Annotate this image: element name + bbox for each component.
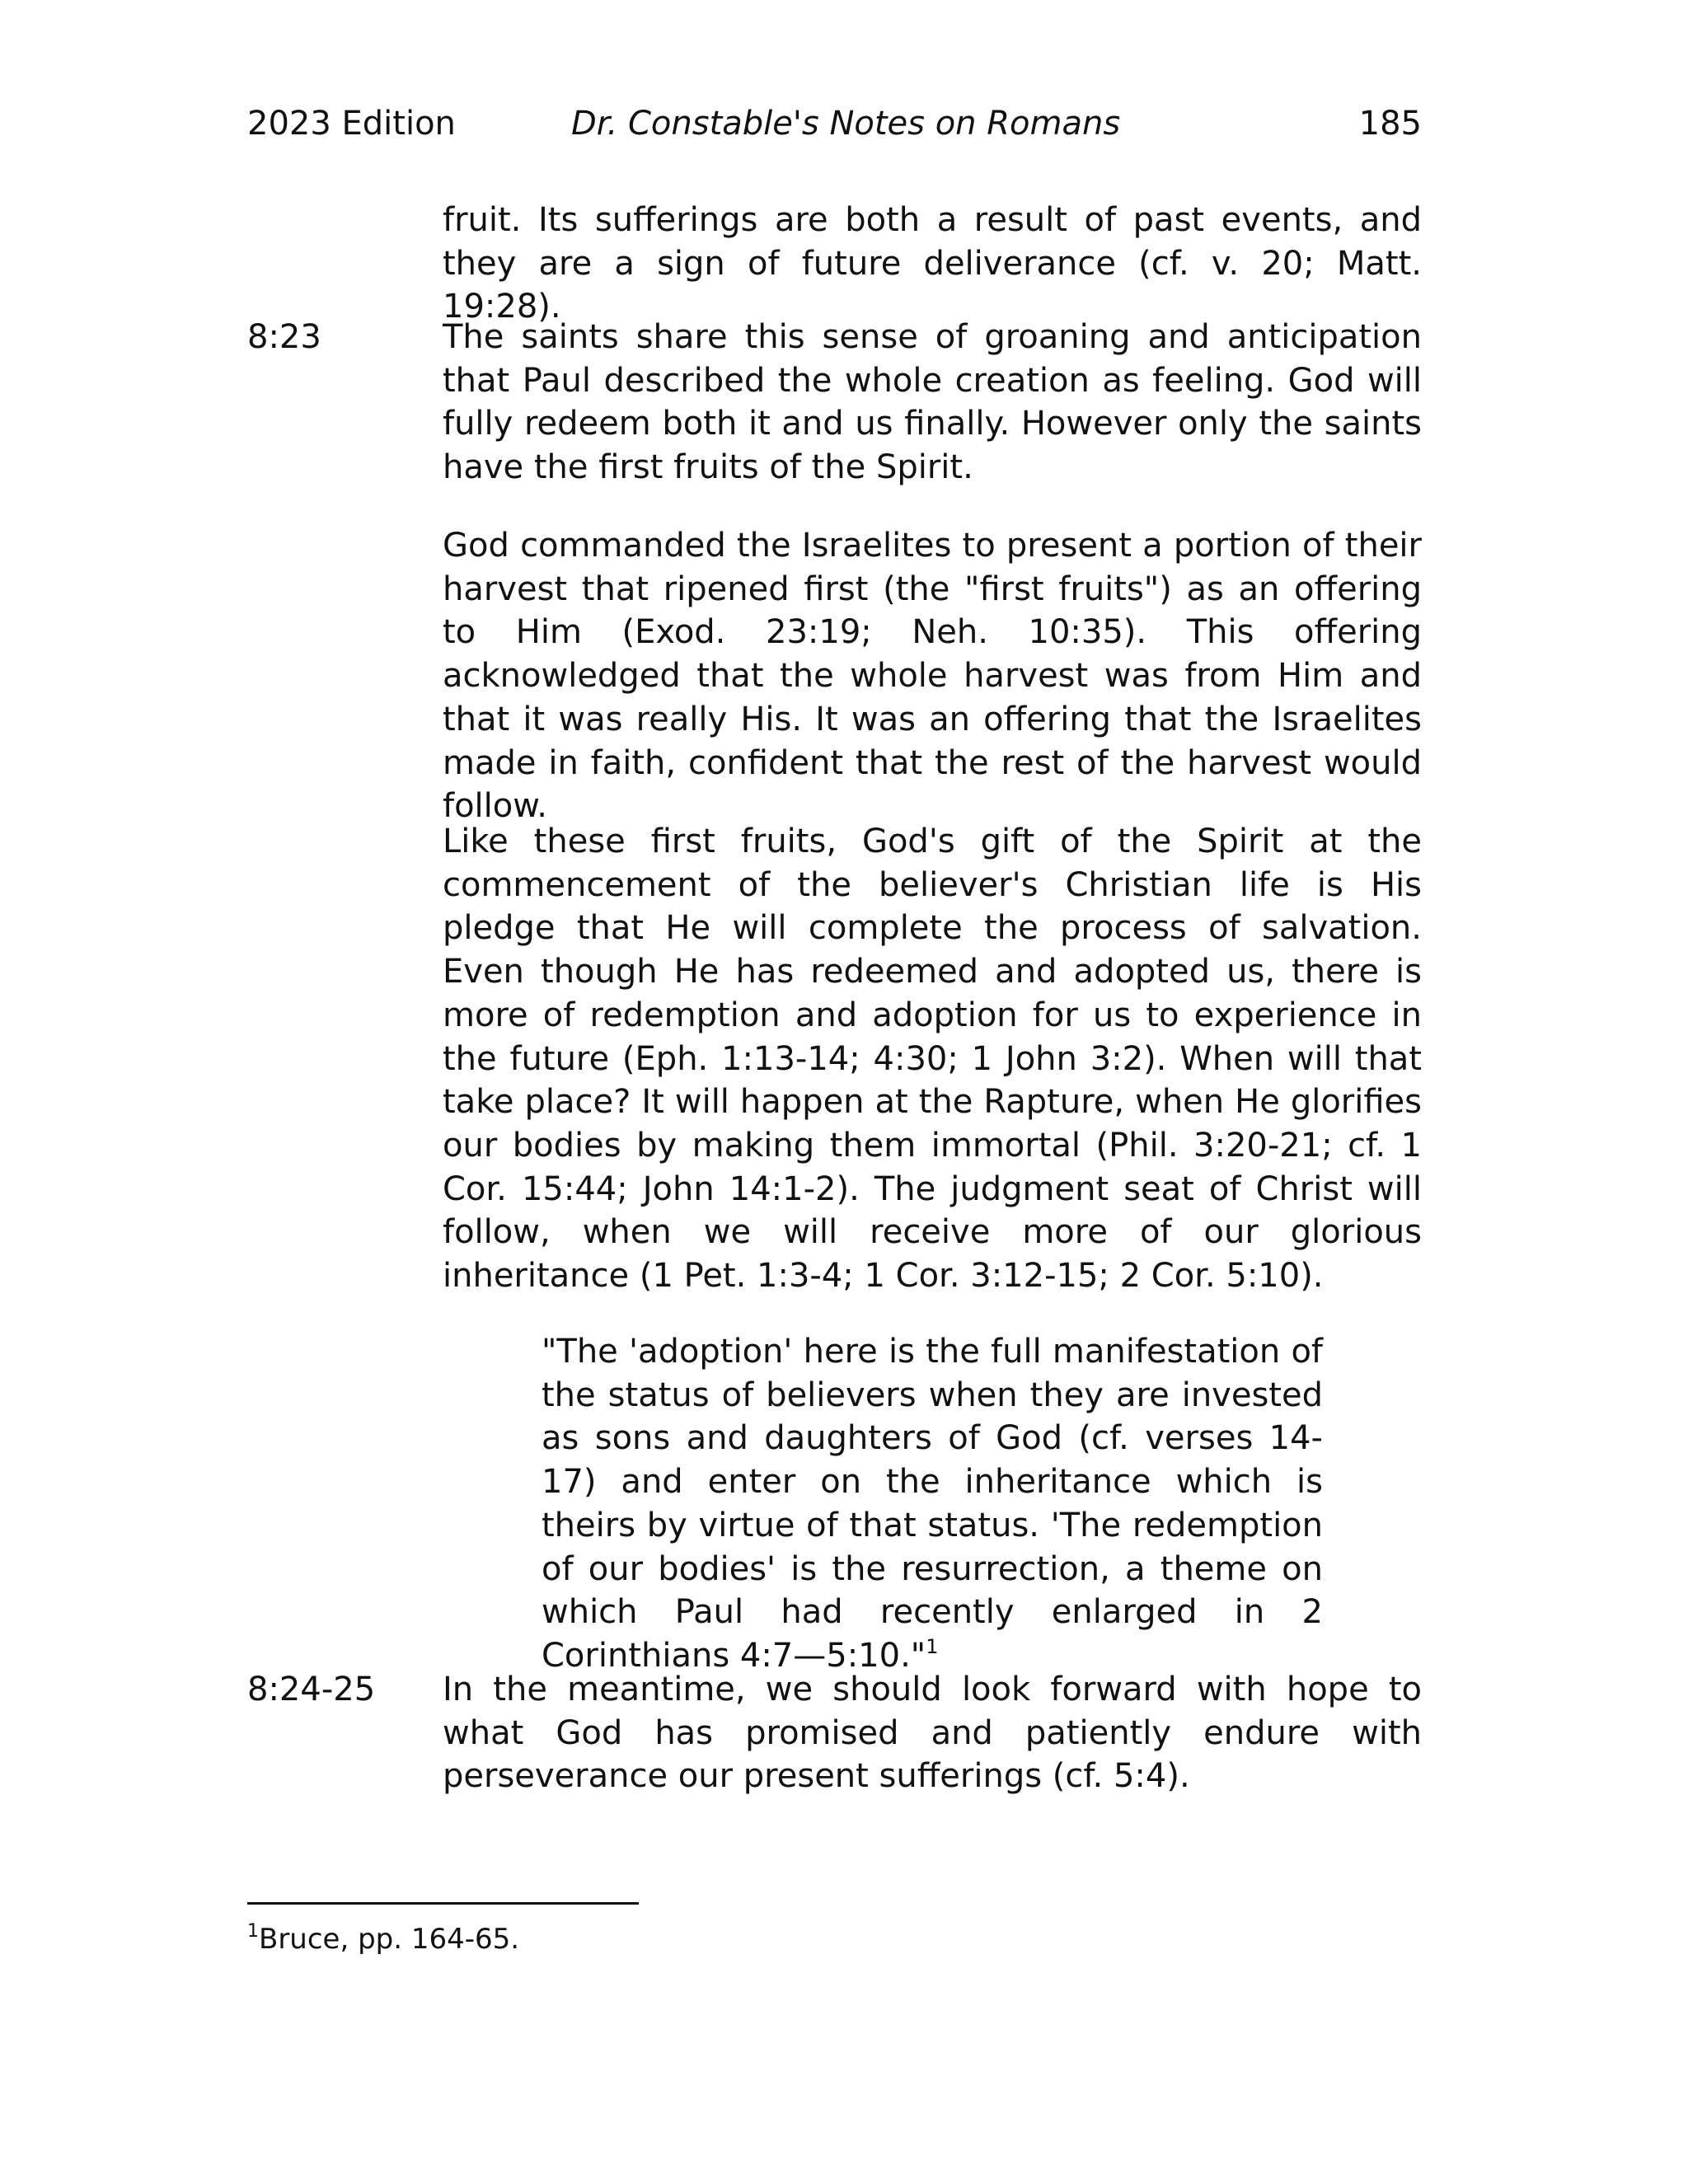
- footnote-1-text: Bruce, pp. 164-65.: [259, 1923, 520, 1956]
- verse-ref-8-24-25: 8:24-25: [247, 1671, 376, 1708]
- paragraph-8-23-1: The saints share this sense of groaning and anticipation that Paul described the whole creation as feeling. God will fully redeem both it and us finally. However only the saints have the first fruits of the Spirit.: [443, 318, 1422, 487]
- page-number: 185: [1358, 105, 1422, 143]
- paragraph-8-23-3: Like these first fruits, God's gift of the Spirit at the commencement of the believer's Christian life is His pledge that He will complete the process of salvation. Even though He has redeemed and adopted us, there is more of redemption and adoption for us to experience in the future (Eph. 1:13-14; 4:30; 1 John 3:2). When will that take place? It will happen at the Rapture, when He glorifies our bodies by making them immortal (Phil. 3:20-21; cf. 1 Cor. 15:44; John 14:1-2). The judgment seat of Christ will follow, when we will receive more of our glorious inheritance (1 Pet. 1:3-4; 1 Cor. 3:12-15; 2 Cor. 5:10).: [443, 823, 1422, 1296]
- footnote-divider: [247, 1902, 639, 1905]
- footnote-1-marker: 1: [247, 1921, 259, 1942]
- block-quote: [542, 1330, 1323, 1678]
- document-title: Dr. Constable's Notes on Romans: [571, 105, 1121, 143]
- edition-label: 2023 Edition: [247, 105, 456, 143]
- paragraph-8-24-25: In the meantime, we should look forward with hope to what God has promised and patiently endure with perseverance our present sufferings (cf. 5:4).: [443, 1671, 1422, 1796]
- intro-paragraph: fruit. Its sufferings are both a result of past events, and they are a sign of future deliverance (cf. v. 20; Matt. 19:28).: [443, 201, 1422, 326]
- footnote-marker[interactable]: 1: [926, 1634, 939, 1658]
- block-quote-text: "The 'adoption' here is the full manifestation of the status of believers when they are invested as sons and daughters of God (cf. verses 14-17) and enter on the inheritance which is theirs by virtue of that status. 'The redemption of our bodies' is the resurrection, a theme on which Paul had recently enlarged in 2 Corinthians 4:7—5:10.": [542, 1333, 1323, 1675]
- footnote-1: [247, 1919, 519, 1960]
- page-header: [247, 99, 1422, 148]
- paragraph-8-23-2: God commanded the Israelites to present a portion of their harvest that ripened first (the "first fruits") as an offering to Him (Exod. 23:19; Neh. 10:35). This offering acknowledged that the whole harvest was from Him and that it was really His. It was an offering that the Israelites made in faith, confident that the rest of the harvest would follow.: [443, 527, 1422, 826]
- verse-ref-8-23: 8:23: [247, 318, 321, 356]
